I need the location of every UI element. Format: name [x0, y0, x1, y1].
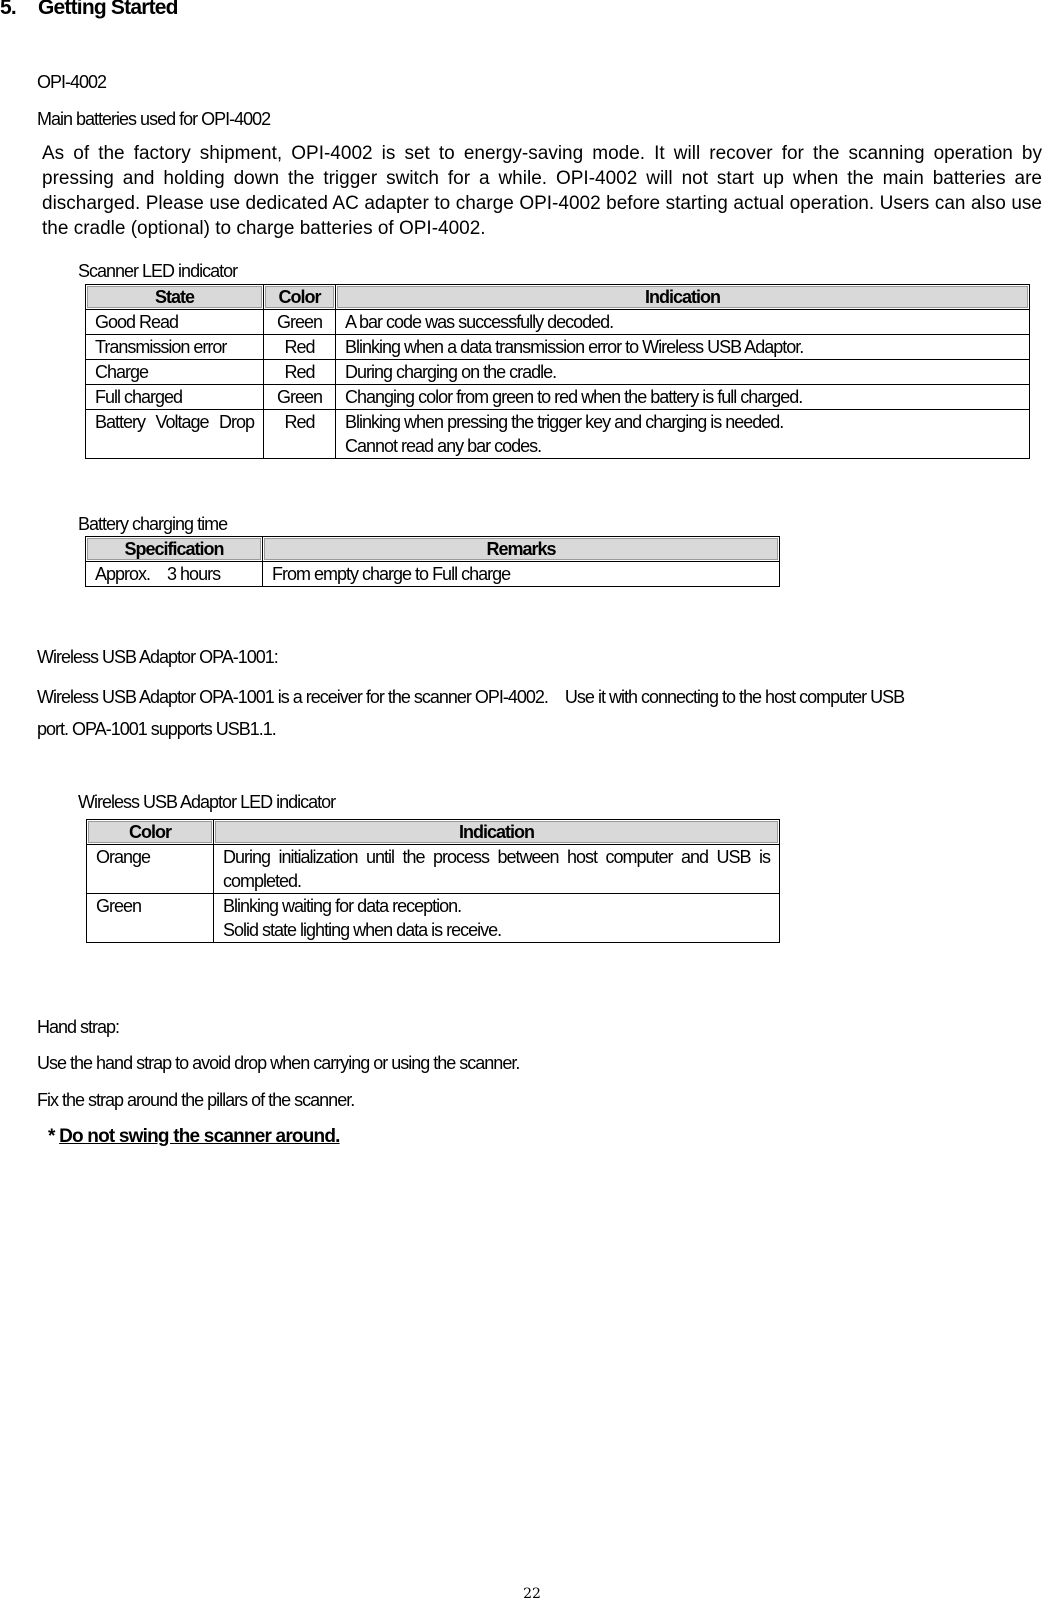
color-cell: Red	[264, 410, 336, 459]
strap-text-line: Fix the strap around the pillars of the scanner.	[37, 1090, 355, 1110]
table-header-row	[86, 537, 780, 562]
warning-asterisk: *	[48, 1126, 60, 1147]
table-row	[87, 845, 780, 894]
state-cell: Transmission error	[86, 335, 264, 360]
adaptor-text-line: port. OPA-1001 supports USB1.1.	[37, 719, 276, 739]
warning-text: Do not swing the scanner around.	[59, 1126, 340, 1147]
header-state: State	[86, 285, 264, 310]
indication-cell: A bar code was successfully decoded.	[336, 310, 1030, 335]
strap-text-line: Use the hand strap to avoid drop when carrying or using the scanner.	[37, 1053, 520, 1073]
adaptor-heading: Wireless USB Adaptor OPA-1001:	[37, 647, 278, 667]
table-header-row	[87, 820, 780, 845]
header-color: Color	[87, 820, 214, 845]
table-row	[86, 310, 1030, 335]
specification-cell: Approx. 3 hours	[86, 562, 263, 587]
color-cell: Green	[87, 894, 214, 943]
charging-table	[85, 536, 780, 587]
header-specification: Specification	[86, 537, 263, 562]
indication-cell: Changing color from green to red when the battery is full charged.	[336, 385, 1030, 410]
table-row	[86, 410, 1030, 459]
header-color: Color	[264, 285, 336, 310]
table-row	[86, 360, 1030, 385]
color-cell: Orange	[87, 845, 214, 894]
opi-heading: OPI-4002	[37, 72, 107, 92]
adaptor-text-line: Wireless USB Adaptor OPA-1001 is a receiver for the scanner OPI-4002. Use it with connecting to the host computer USB	[37, 687, 905, 707]
scanner-led-caption: Scanner LED indicator	[78, 261, 238, 281]
strap-heading: Hand strap:	[37, 1017, 120, 1037]
table-row	[86, 385, 1030, 410]
page-number: 22	[523, 1586, 541, 1602]
batteries-subheading: Main batteries used for OPI-4002	[37, 109, 271, 129]
color-cell: Green	[264, 310, 336, 335]
indication-line: Blinking waiting for data reception.	[223, 896, 462, 916]
table-header-row	[86, 285, 1030, 310]
header-indication: Indication	[214, 820, 780, 845]
strap-warning	[48, 1126, 340, 1148]
state-cell: Good Read	[86, 310, 264, 335]
header-remarks: Remarks	[263, 537, 780, 562]
color-cell: Red	[264, 335, 336, 360]
indication-cell	[336, 410, 1030, 459]
indication-line: Solid state lighting when data is receive.	[223, 920, 502, 940]
indication-cell: Blinking when a data transmission error to Wireless USB Adaptor.	[336, 335, 1030, 360]
table-row	[86, 562, 780, 587]
batteries-paragraph: As of the factory shipment, OPI-4002 is set to energy-saving mode. It will recover for the scanning operation by pressing and holding down the trigger switch for a while. OPI-4002 will not start up when the main batteries are discharged. Please use dedicated AC adapter to charge OPI-4002 before starting actual operation. Users can also use the cradle (optional) to charge batteries of OPI-4002.	[42, 143, 1042, 239]
state-cell: Full charged	[86, 385, 264, 410]
scanner-led-table	[85, 284, 1030, 459]
state-cell: Charge	[86, 360, 264, 385]
state-cell: Battery Voltage Drop	[86, 410, 264, 459]
header-indication: Indication	[336, 285, 1030, 310]
indication-cell	[214, 894, 780, 943]
table-row	[86, 335, 1030, 360]
color-cell: Red	[264, 360, 336, 385]
table-row	[87, 894, 780, 943]
adaptor-led-caption: Wireless USB Adaptor LED indicator	[78, 792, 336, 812]
charging-caption: Battery charging time	[78, 514, 228, 534]
section-number: 5.	[0, 0, 16, 19]
adaptor-led-table	[86, 819, 780, 943]
indication-cell: During initialization until the process between host computer and USB is completed.	[214, 845, 780, 894]
color-cell: Green	[264, 385, 336, 410]
section-heading	[0, 0, 178, 20]
indication-cell: During charging on the cradle.	[336, 360, 1030, 385]
remarks-cell: From empty charge to Full charge	[263, 562, 780, 587]
section-title: Getting Started	[38, 0, 178, 19]
indication-line: Blinking when pressing the trigger key and charging is needed.	[345, 412, 784, 432]
indication-line: Cannot read any bar codes.	[345, 436, 542, 456]
